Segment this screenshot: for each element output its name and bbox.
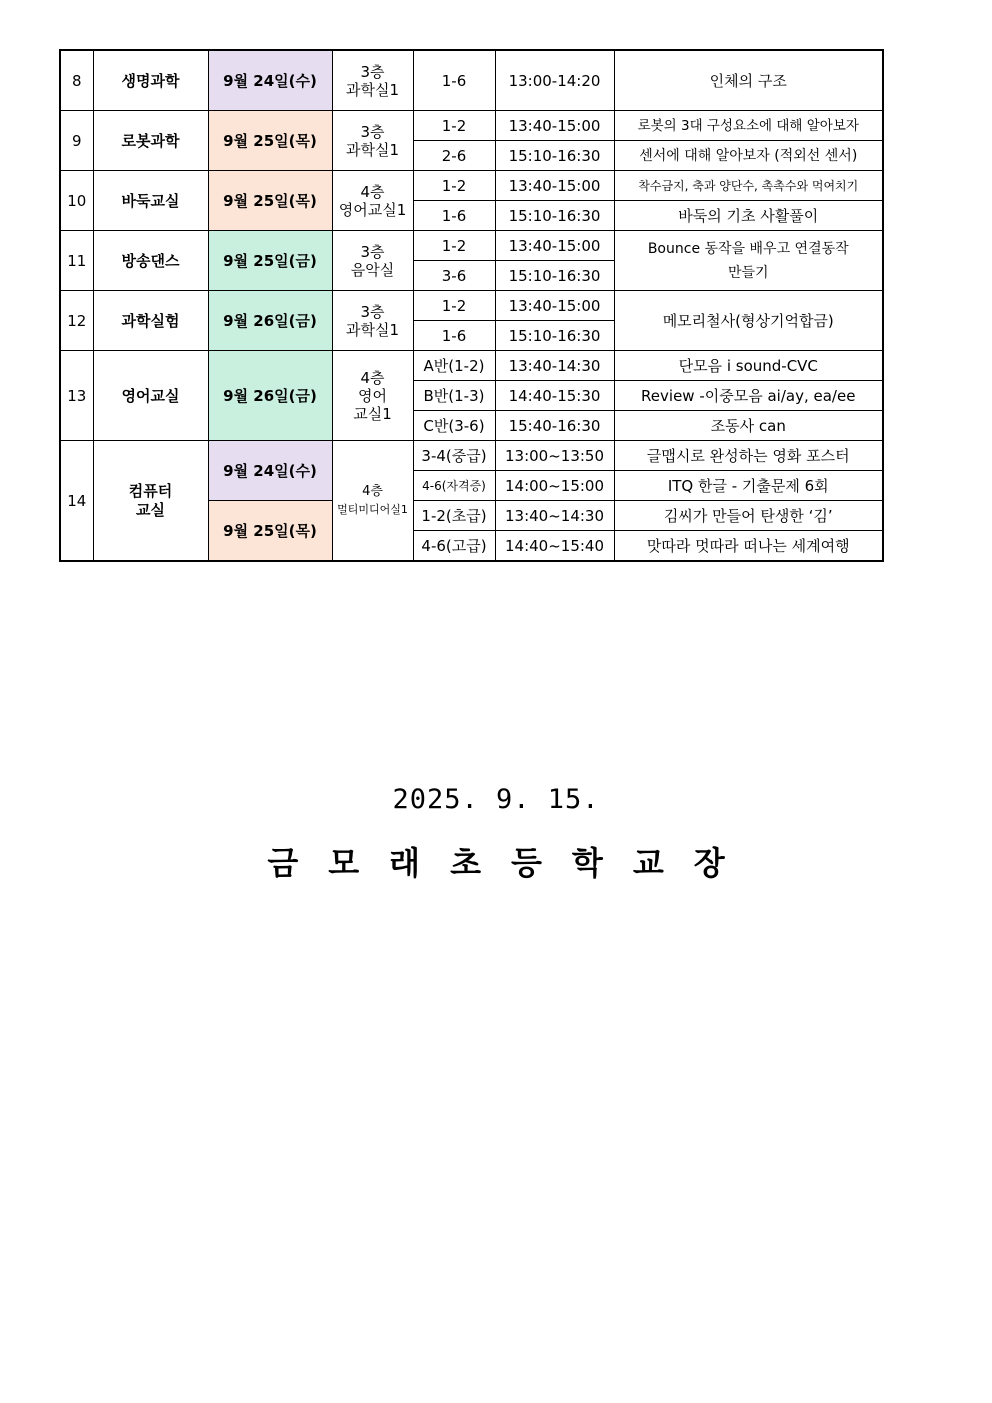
table-row xyxy=(60,231,883,261)
time-cell: 13:40~14:30 xyxy=(495,501,614,531)
time-cell: 14:00~15:00 xyxy=(495,471,614,501)
time-cell: 15:10-16:30 xyxy=(495,321,614,351)
time-cell: 15:40-16:30 xyxy=(495,411,614,441)
time-cell: 15:10-16:30 xyxy=(495,201,614,231)
room-cell: 3층 과학실1 xyxy=(332,50,413,111)
room-cell: 3층 과학실1 xyxy=(332,111,413,171)
subject-cell: 생명과학 xyxy=(93,50,208,111)
subject-cell: 과학실험 xyxy=(93,291,208,351)
school-principal-signature: 금모래초등학교장 xyxy=(267,844,755,882)
grade-cell: 1-2(초급) xyxy=(413,501,495,531)
row-number: 12 xyxy=(60,291,93,351)
subject-cell: 방송댄스 xyxy=(93,231,208,291)
topic-cell: 인체의 구조 xyxy=(614,50,883,111)
time-cell: 15:10-16:30 xyxy=(495,141,614,171)
table-row xyxy=(60,291,883,321)
room-cell: 3층 음악실 xyxy=(332,231,413,291)
grade-cell: 3-6 xyxy=(413,261,495,291)
row-number: 8 xyxy=(60,50,93,111)
subject-cell: 바둑교실 xyxy=(93,171,208,231)
grade-cell: 4-6(고급) xyxy=(413,531,495,562)
topic-cell: 바둑의 기초 사활풀이 xyxy=(614,201,883,231)
subject-cell: 영어교실 xyxy=(93,351,208,441)
time-cell: 13:40-15:00 xyxy=(495,171,614,201)
topic-cell: 로봇의 3대 구성요소에 대해 알아보자 xyxy=(614,111,883,141)
topic-cell: Review -이중모음 ai/ay, ea/ee xyxy=(614,381,883,411)
table-row xyxy=(60,171,883,201)
grade-cell: 1-6 xyxy=(413,321,495,351)
table-row xyxy=(60,50,883,111)
time-cell: 13:40-15:00 xyxy=(495,111,614,141)
date-cell: 9월 26일(금) xyxy=(208,351,332,441)
grade-cell: B반(1-3) xyxy=(413,381,495,411)
room-cell: 4층 영어 교실1 xyxy=(332,351,413,441)
row-number: 9 xyxy=(60,111,93,171)
topic-cell: 조동사 can xyxy=(614,411,883,441)
topic-cell: 착수금지, 축과 양단수, 촉촉수와 먹여치기 xyxy=(614,171,883,201)
grade-cell: 4-6(자격증) xyxy=(413,471,495,501)
topic-cell: 센서에 대해 알아보자 (적외선 센서) xyxy=(614,141,883,171)
room-cell: 4층 영어교실1 xyxy=(332,171,413,231)
time-cell: 13:00-14:20 xyxy=(495,50,614,111)
room-cell: 4층 멀티미디어실1 xyxy=(332,441,413,562)
topic-cell: 김씨가 만들어 탄생한 ‘김’ xyxy=(614,501,883,531)
table-row xyxy=(60,111,883,141)
grade-cell: 1-2 xyxy=(413,111,495,141)
date-cell: 9월 24일(수) xyxy=(208,441,332,501)
row-number: 13 xyxy=(60,351,93,441)
grade-cell: 1-2 xyxy=(413,171,495,201)
time-cell: 13:40-14:30 xyxy=(495,351,614,381)
row-number: 10 xyxy=(60,171,93,231)
date-cell: 9월 25일(목) xyxy=(208,171,332,231)
topic-cell: 메모리철사(형상기억합금) xyxy=(614,291,883,351)
table-row xyxy=(60,351,883,381)
grade-cell: A반(1-2) xyxy=(413,351,495,381)
date-cell: 9월 24일(수) xyxy=(208,50,332,111)
issue-date: 2025. 9. 15. xyxy=(392,784,600,815)
grade-cell: C반(3-6) xyxy=(413,411,495,441)
topic-cell: ITQ 한글 - 기출문제 6회 xyxy=(614,471,883,501)
date-cell: 9월 25일(금) xyxy=(208,231,332,291)
topic-cell: 맛따라 멋따라 떠나는 세계여행 xyxy=(614,531,883,562)
grade-cell: 3-4(중급) xyxy=(413,441,495,471)
grade-cell: 1-2 xyxy=(413,291,495,321)
time-cell: 14:40~15:40 xyxy=(495,531,614,562)
topic-cell: Bounce 동작을 배우고 연결동작 만들기 xyxy=(614,231,883,291)
grade-cell: 1-2 xyxy=(413,231,495,261)
time-cell: 14:40-15:30 xyxy=(495,381,614,411)
topic-cell: 단모음 i sound-CVC xyxy=(614,351,883,381)
row-number: 14 xyxy=(60,441,93,562)
time-cell: 15:10-16:30 xyxy=(495,261,614,291)
date-cell: 9월 25일(목) xyxy=(208,501,332,562)
room-cell: 3층 과학실1 xyxy=(332,291,413,351)
date-cell: 9월 26일(금) xyxy=(208,291,332,351)
time-cell: 13:40-15:00 xyxy=(495,231,614,261)
grade-cell: 2-6 xyxy=(413,141,495,171)
subject-cell: 로봇과학 xyxy=(93,111,208,171)
time-cell: 13:00~13:50 xyxy=(495,441,614,471)
table-row xyxy=(60,441,883,471)
grade-cell: 1-6 xyxy=(413,50,495,111)
subject-cell: 컴퓨터 교실 xyxy=(93,441,208,562)
topic-cell: 글맵시로 완성하는 영화 포스터 xyxy=(614,441,883,471)
program-schedule-table xyxy=(59,49,884,562)
date-cell: 9월 25일(목) xyxy=(208,111,332,171)
time-cell: 13:40-15:00 xyxy=(495,291,614,321)
row-number: 11 xyxy=(60,231,93,291)
grade-cell: 1-6 xyxy=(413,201,495,231)
